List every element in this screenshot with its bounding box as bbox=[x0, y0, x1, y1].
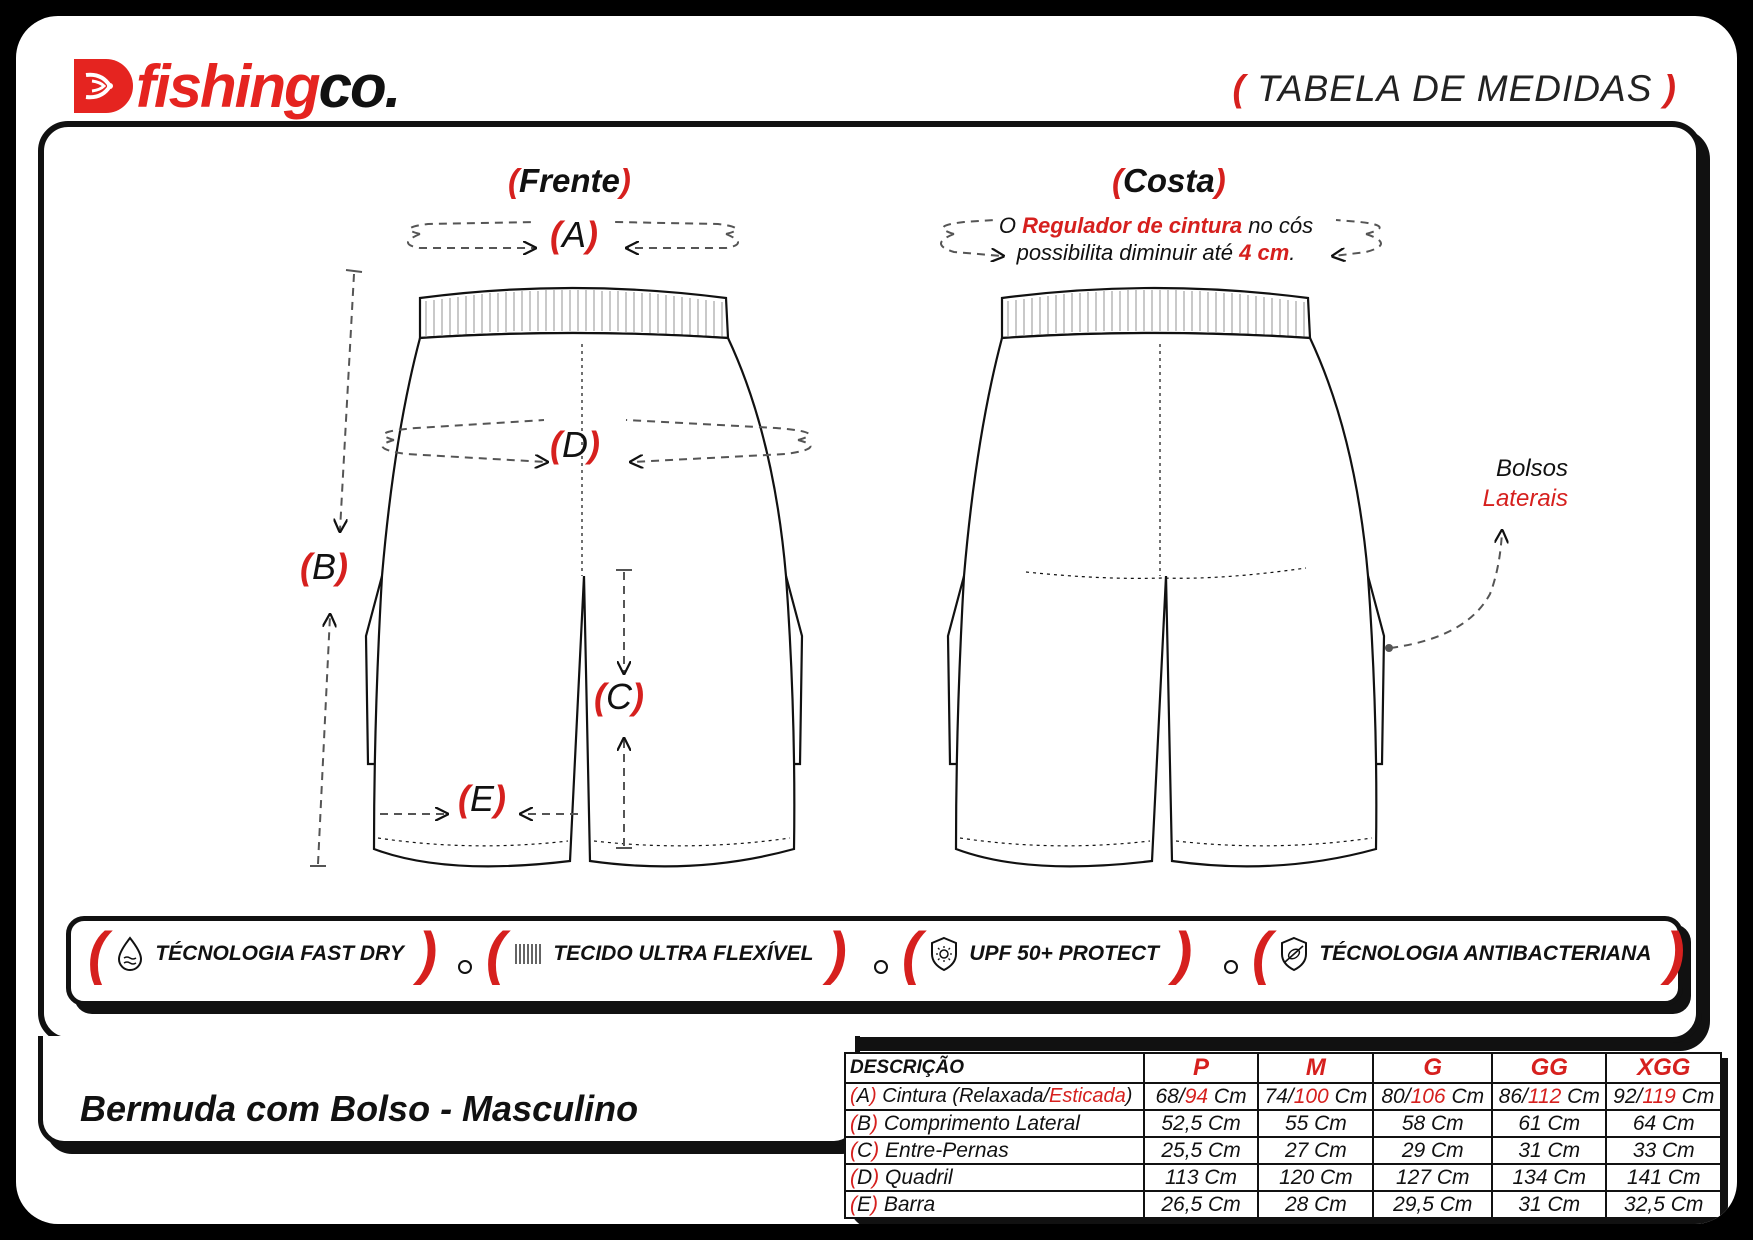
feature-ultra-flexible: ( TECIDO ULTRA FLEXÍVEL ) bbox=[486, 921, 847, 986]
measure-b-top-arrow bbox=[340, 274, 354, 530]
size-table-wrap bbox=[844, 1052, 1728, 1224]
table-cell: 74/100 Cm bbox=[1258, 1083, 1373, 1110]
column-header-size: M bbox=[1258, 1053, 1373, 1083]
size-table bbox=[844, 1052, 1722, 1219]
marker-d: (D) bbox=[550, 424, 600, 465]
table-cell: 64 Cm bbox=[1606, 1110, 1721, 1137]
product-name: Bermuda com Bolso - Masculino bbox=[80, 1088, 639, 1129]
table-cell: 92/119 Cm bbox=[1606, 1083, 1721, 1110]
bacteria-shield-icon bbox=[1279, 936, 1309, 972]
water-drop-icon bbox=[115, 936, 145, 972]
row-label: (D) Quadril bbox=[845, 1164, 1144, 1191]
table-cell: 127 Cm bbox=[1373, 1164, 1492, 1191]
table-row bbox=[845, 1083, 1721, 1110]
adjuster-amount: 4 cm bbox=[1239, 240, 1290, 265]
sun-shield-icon bbox=[929, 936, 959, 972]
table-cell: 31 Cm bbox=[1492, 1191, 1606, 1218]
adjuster-right-arrow bbox=[1334, 234, 1381, 256]
fabric-lines-icon bbox=[513, 936, 543, 972]
table-cell: 61 Cm bbox=[1492, 1110, 1606, 1137]
table-cell: 141 Cm bbox=[1606, 1164, 1721, 1191]
adjuster-highlight: Regulador de cintura bbox=[1022, 213, 1243, 238]
page-title-text: TABELA DE MEDIDAS bbox=[1257, 68, 1653, 109]
row-label: (E) Barra bbox=[845, 1191, 1144, 1218]
feature-fast-dry: ( TÉCNOLOGIA FAST DRY ) bbox=[88, 921, 438, 986]
table-header-row bbox=[845, 1053, 1721, 1083]
table-cell: 113 Cm bbox=[1144, 1164, 1258, 1191]
table-row bbox=[845, 1110, 1721, 1137]
table-cell: 134 Cm bbox=[1492, 1164, 1606, 1191]
feature-upf: ( UPF 50+ PROTECT ) bbox=[902, 921, 1193, 986]
brand-name-part1: fishing bbox=[136, 52, 319, 120]
table-row bbox=[845, 1137, 1721, 1164]
brand-name-part2: co. bbox=[318, 52, 400, 120]
table-cell: 120 Cm bbox=[1258, 1164, 1373, 1191]
table-cell: 27 Cm bbox=[1258, 1137, 1373, 1164]
table-row bbox=[845, 1191, 1721, 1218]
measure-b-bottom-arrow bbox=[318, 616, 330, 864]
table-cell: 29 Cm bbox=[1373, 1137, 1492, 1164]
row-label: (A) Cintura (Relaxada/Esticada) bbox=[845, 1083, 1144, 1110]
front-shorts-drawing bbox=[366, 288, 802, 866]
measure-a-right-arrow bbox=[628, 234, 738, 248]
table-cell: 31 Cm bbox=[1492, 1137, 1606, 1164]
column-header-description: DESCRIÇÃO bbox=[845, 1053, 1144, 1083]
column-header-size: G bbox=[1373, 1053, 1492, 1083]
product-panel bbox=[38, 1046, 868, 1146]
feature-separator bbox=[458, 960, 472, 974]
column-header-size: XGG bbox=[1606, 1053, 1721, 1083]
waist-adjuster-note: O Regulador de cintura no cós possibilita diminuir até 4 cm. bbox=[998, 213, 1314, 265]
feature-antibacterial: ( TÉCNOLOGIA ANTIBACTERIANA ) bbox=[1252, 921, 1685, 986]
feature-separator bbox=[1224, 960, 1238, 974]
sheet bbox=[16, 16, 1737, 1224]
front-view-title: (Frente) bbox=[508, 162, 631, 199]
table-cell: 33 Cm bbox=[1606, 1137, 1721, 1164]
table-cell: 25,5 Cm bbox=[1144, 1137, 1258, 1164]
page-title: ( TABELA DE MEDIDAS ) bbox=[1232, 68, 1677, 109]
column-header-size: GG bbox=[1492, 1053, 1606, 1083]
table-cell: 32,5 Cm bbox=[1606, 1191, 1721, 1218]
b-top-tick bbox=[346, 270, 362, 272]
table-cell: 86/112 Cm bbox=[1492, 1083, 1606, 1110]
marker-c: (C) bbox=[594, 676, 644, 717]
row-label: (B) Comprimento Lateral bbox=[845, 1110, 1144, 1137]
marker-a: (A) bbox=[550, 214, 599, 255]
table-cell: 55 Cm bbox=[1258, 1110, 1373, 1137]
row-label: (C) Entre-Pernas bbox=[845, 1137, 1144, 1164]
measure-a-left-arrow bbox=[408, 234, 534, 248]
marker-e: (E) bbox=[458, 778, 507, 819]
column-header-size: P bbox=[1144, 1053, 1258, 1083]
table-cell: 26,5 Cm bbox=[1144, 1191, 1258, 1218]
back-shorts-drawing bbox=[948, 288, 1384, 866]
side-pockets-note: Bolsos Laterais bbox=[1482, 455, 1568, 512]
pockets-pointer-arrow bbox=[1390, 532, 1502, 648]
table-cell: 29,5 Cm bbox=[1373, 1191, 1492, 1218]
table-row bbox=[845, 1164, 1721, 1191]
table-cell: 52,5 Cm bbox=[1144, 1110, 1258, 1137]
back-view-title: (Costa) bbox=[1112, 162, 1226, 199]
marker-b: (B) bbox=[300, 546, 349, 587]
feature-separator bbox=[874, 960, 888, 974]
table-cell: 58 Cm bbox=[1373, 1110, 1492, 1137]
table-cell: 80/106 Cm bbox=[1373, 1083, 1492, 1110]
table-cell: 28 Cm bbox=[1258, 1191, 1373, 1218]
table-cell: 68/94 Cm bbox=[1144, 1083, 1258, 1110]
pockets-pointer-dot bbox=[1385, 644, 1393, 652]
